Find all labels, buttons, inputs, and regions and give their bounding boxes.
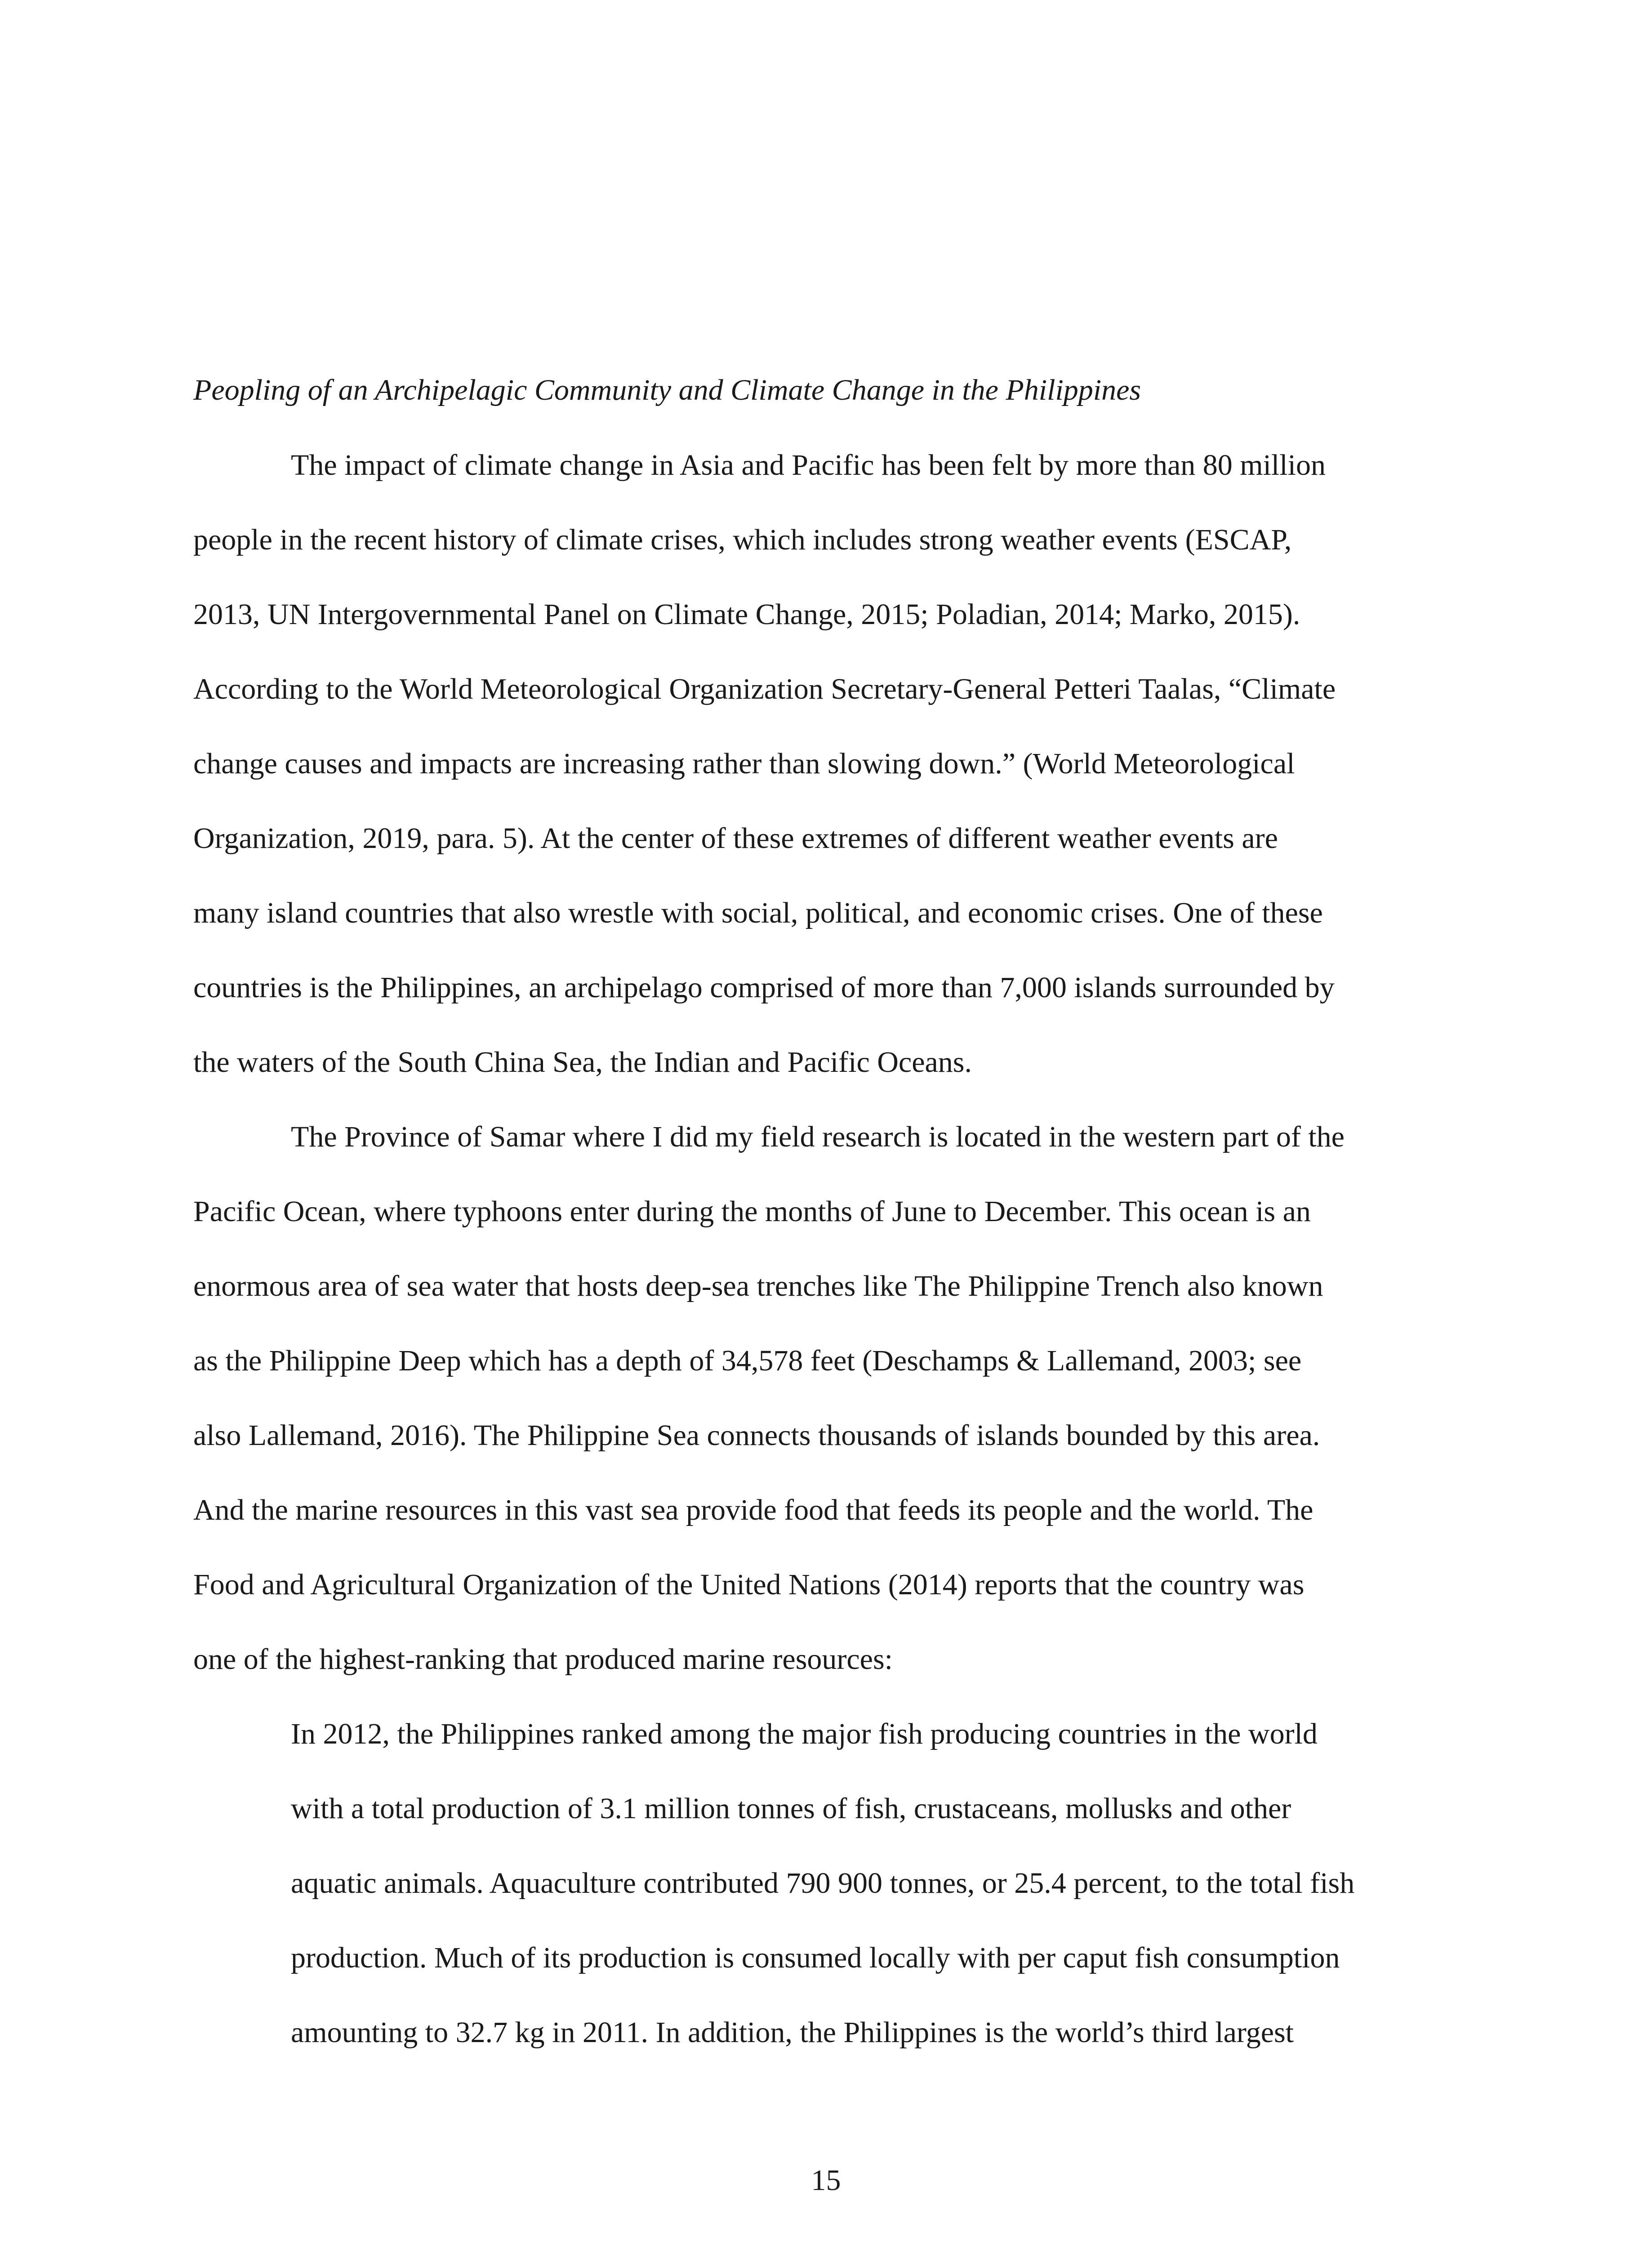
paragraph-2-line: also Lallemand, 2016). The Philippine Sea connects thousands of islands bounded by this area. [193,1419,1320,1452]
paragraph-2-line: Pacific Ocean, where typhoons enter during the months of June to December. This ocean is an [193,1195,1311,1228]
paragraph-1-line: people in the recent history of climate crises, which includes strong weather events (ESCAP, [193,523,1292,556]
paragraph-1-line: 2013, UN Intergovernmental Panel on Climate Change, 2015; Poladian, 2014; Marko, 2015). [193,598,1300,631]
block-quote-line: In 2012, the Philippines ranked among the major fish producing countries in the world [291,1717,1318,1750]
page-number: 15 [811,2164,841,2197]
paragraph-1-line: The impact of climate change in Asia and Pacific has been felt by more than 80 million [291,449,1326,482]
paragraph-2-line: as the Philippine Deep which has a depth of 34,578 feet (Deschamps & Lallemand, 2003; see [193,1344,1302,1377]
paragraph-1-line: According to the World Meteorological Organization Secretary-General Petteri Taalas, “Climate [193,673,1336,705]
paragraph-2-line: And the marine resources in this vast sea provide food that feeds its people and the world. The [193,1494,1314,1526]
paragraph-1-line: change causes and impacts are increasing rather than slowing down.” (World Meteorological [193,747,1295,780]
paragraph-2-line: one of the highest-ranking that produced marine resources: [193,1643,893,1676]
paragraph-2-line: The Province of Samar where I did my field research is located in the western part of the [291,1120,1345,1153]
paragraph-1-line: the waters of the South China Sea, the Indian and Pacific Oceans. [193,1046,972,1079]
block-quote-line: production. Much of its production is consumed locally with per caput fish consumption [291,1941,1340,1974]
paragraph-2-line: Food and Agricultural Organization of the United Nations (2014) reports that the country was [193,1568,1305,1601]
block-quote-line: aquatic animals. Aquaculture contributed 790 900 tonnes, or 25.4 percent, to the total fish [291,1867,1355,1900]
paragraph-1-line: Organization, 2019, para. 5). At the center of these extremes of different weather events are [193,822,1278,855]
paragraph-1-line: many island countries that also wrestle with social, political, and economic crises. One of these [193,897,1323,929]
paragraph-1-line: countries is the Philippines, an archipelago comprised of more than 7,000 islands surrounded by [193,971,1335,1004]
paragraph-2-line: enormous area of sea water that hosts deep-sea trenches like The Philippine Trench also known [193,1270,1323,1302]
section-heading: Peopling of an Archipelagic Community and Climate Change in the Philippines [193,374,1141,406]
block-quote-line: amounting to 32.7 kg in 2011. In addition, the Philippines is the world’s third largest [291,2016,1294,2049]
block-quote-line: with a total production of 3.1 million tonnes of fish, crustaceans, mollusks and other [291,1792,1291,1825]
